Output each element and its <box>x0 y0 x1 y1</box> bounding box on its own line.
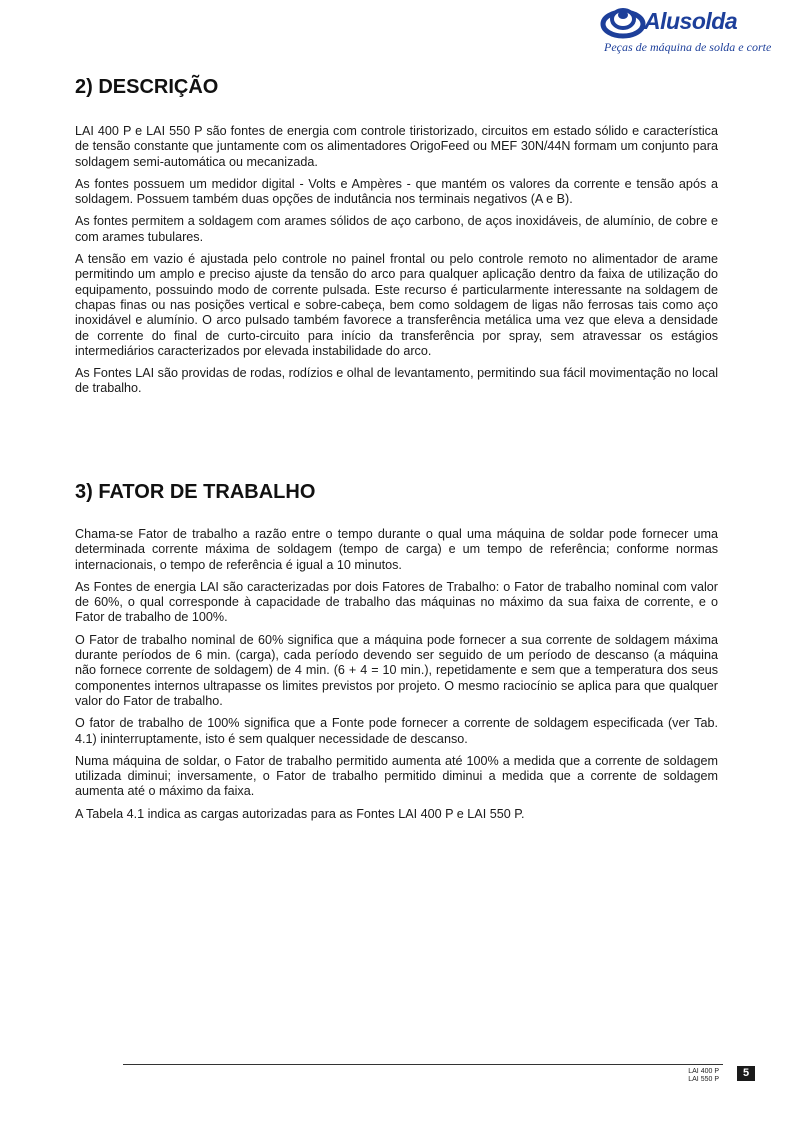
section-title-fator-de-trabalho: 3) FATOR DE TRABALHO <box>75 481 316 503</box>
section-descricao <box>75 124 718 404</box>
paragraph: Chama-se Fator de trabalho a razão entre o tempo durante o qual uma máquina de soldar pode fornecer uma determinada corrente máxima de soldagem (tempo de carga) e um tempo de referência; conforme normas internacionais, o tempo de referência é igual a 10 minutos. <box>75 527 718 572</box>
section-fator-de-trabalho <box>75 527 718 829</box>
footer-models <box>600 1068 719 1084</box>
footer-model: LAI 550 P <box>688 1076 719 1083</box>
brand-logo <box>600 2 790 60</box>
paragraph: O fator de trabalho de 100% significa que a Fonte pode fornecer a corrente de soldagem especificada (ver Tab. 4.1) ininterruptamente, isto é sem qualquer necessidade de descanso. <box>75 716 718 746</box>
paragraph: A tensão em vazio é ajustada pelo controle no painel frontal ou pelo controle remoto no alimentador de arame permitindo um amplo e preciso ajuste da tensão do arco para qualquer aplicação dentro da faixa de utilização do equipamento, possuindo modo de corrente pulsada. Este recurso é particularmente interessante na soldagem de chapas finas ou nas posições vertical e sobre-cabeça, bem como soldagem de ligas não ferrosas tais como aço inoxidável e alumínio. O arco pulsado também favorece a transferência metálica uma vez que eleva a densidade de corrente do final de curto-circuito para início da transferência por spray, sem atravessar os estágios intermediários caracterizados por elevada instabilidade do arco. <box>75 252 718 358</box>
page-number: 5 <box>737 1066 755 1081</box>
footer-divider <box>123 1064 723 1065</box>
paragraph: As Fontes de energia LAI são caracterizadas por dois Fatores de Trabalho: o Fator de trabalho nominal com valor de 60%, o qual corresponde à capacidade de trabalho das máquinas no máximo da sua faixa de corrente, e o Fator de trabalho de 100%. <box>75 579 718 625</box>
footer-model: LAI 400 P <box>688 1068 719 1075</box>
paragraph: O Fator de trabalho nominal de 60% significa que a máquina pode fornecer a sua corrente de soldagem máxima durante períodos de 6 min. (carga), cada período devendo ser seguido de um período de descanso (a máquina não fornece corrente de soldagem) de 4 min. (6 + 4 = 10 min.), repetidamente e sem que a temperatura dos seus componentes internos ultrapasse os limites previstos por projeto. O mesmo raciocínio se aplica para que qualquer valor do Fator de trabalho. <box>75 632 718 708</box>
paragraph: As fontes possuem um medidor digital - Volts e Ampères - que mantém os valores da corrente e tensão após a soldagem. Possuem também duas opções de indutância nos terminais negativos (A e B). <box>75 176 718 207</box>
section-title-descricao: 2) DESCRIÇÃO <box>75 76 219 98</box>
paragraph: A Tabela 4.1 indica as cargas autorizadas para as Fontes LAI 400 P e LAI 550 P. <box>75 806 525 821</box>
brand-name: Alusolda <box>644 8 738 34</box>
alusolda-logo-icon <box>600 2 646 42</box>
paragraph: As fontes permitem a soldagem com arames sólidos de aço carbono, de aços inoxidáveis, de alumínio, de cobre e com arames tubulares. <box>75 214 718 244</box>
paragraph: LAI 400 P e LAI 550 P são fontes de energia com controle tiristorizado, circuitos em estado sólido e característica de tensão constante que juntamente com os alimentadores OrigoFeed ou MEF 30N/44N formam um conjunto para soldagem semi-automática ou mecanizada. <box>75 124 718 169</box>
brand-tagline: Peças de máquina de solda e corte <box>604 40 772 54</box>
paragraph: Numa máquina de soldar, o Fator de trabalho permitido aumenta até 100% a medida que a corrente de soldagem utilizada diminui; inversamente, o Fator de trabalho permitido diminui a medida que a corrente de soldagem aumenta até o máximo da faixa. <box>75 753 718 799</box>
paragraph: As Fontes LAI são providas de rodas, rodízios e olhal de levantamento, permitindo sua fácil movimentação no local de trabalho. <box>75 366 718 396</box>
